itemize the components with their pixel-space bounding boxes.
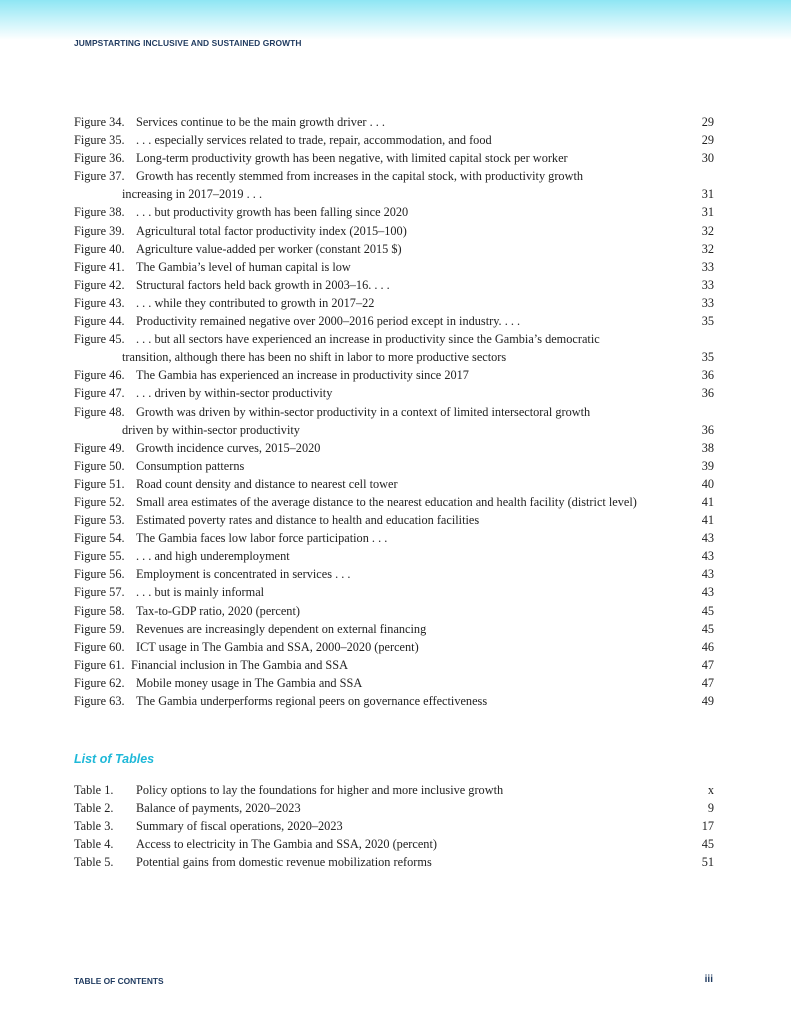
entry-label: Figure 54. [74, 531, 125, 546]
entry-label: Figure 59. [74, 621, 125, 636]
entry-label: Figure 41. [74, 259, 125, 274]
entry-title: Growth was driven by within-sector productivity in a context of limited intersectoral growth [136, 404, 591, 419]
entry-label: Figure 43. [74, 295, 125, 310]
figure-entry[interactable] [74, 312, 714, 330]
entry-title: Agriculture value-added per worker (constant 2015 $) [136, 241, 402, 256]
entry-label: Figure 38. [74, 205, 125, 220]
entry-title: Access to electricity in The Gambia and SSA, 2020 (percent) [136, 837, 437, 852]
entry-page-number: 45 [701, 621, 714, 636]
entry-page-number: 9 [707, 801, 714, 816]
table-entry[interactable] [74, 781, 714, 799]
entry-label: Figure 47. [74, 386, 125, 401]
figure-entry[interactable] [74, 113, 714, 131]
entry-label: Figure 56. [74, 567, 125, 582]
entry-title: Structural factors held back growth in 2003–16. . . . [136, 277, 390, 292]
entry-page-number: x [707, 783, 714, 797]
figure-entry[interactable] [74, 674, 714, 692]
entry-title-continued: increasing in 2017–2019 . . . [122, 187, 263, 202]
top-gradient-band [0, 0, 791, 40]
figure-entry[interactable] [74, 692, 714, 710]
entry-label: Figure 60. [74, 639, 125, 654]
entry-title: Balance of payments, 2020–2023 [136, 801, 301, 816]
entry-page-number: 29 [701, 115, 714, 129]
entry-label: Figure 34. [74, 115, 125, 129]
entry-label: Figure 53. [74, 513, 125, 528]
entry-page-number: 41 [701, 513, 714, 528]
entry-page-number: 30 [701, 151, 714, 166]
entry-title-continued: transition, although there has been no shift in labor to more productive sectors [122, 350, 507, 365]
entry-page-number: 31 [701, 205, 714, 220]
entry-title: Agricultural total factor productivity index (2015–100) [136, 223, 407, 238]
entry-title: Long-term productivity growth has been negative, with limited capital stock per worker [136, 151, 568, 166]
entry-page-number: 33 [701, 277, 714, 292]
entry-page-number: 47 [701, 675, 714, 690]
table-entry[interactable] [74, 853, 714, 871]
figure-entry[interactable] [74, 403, 714, 439]
figure-entry[interactable] [74, 203, 714, 221]
figure-entry[interactable] [74, 457, 714, 475]
entry-title: The Gambia has experienced an increase in productivity since 2017 [136, 368, 469, 383]
entry-page-number: 38 [701, 440, 714, 455]
figure-entry[interactable] [74, 384, 714, 402]
entry-page-number: 43 [701, 549, 714, 564]
figure-entry[interactable] [74, 131, 714, 149]
entry-title: . . . but all sectors have experienced an increase in productivity since the Gambia’s democratic [136, 332, 600, 347]
entry-page-number: 47 [701, 657, 714, 672]
figure-entry[interactable] [74, 222, 714, 240]
entry-label: Table 5. [74, 855, 114, 870]
figure-entry[interactable] [74, 638, 714, 656]
entry-page-number: 49 [701, 694, 714, 708]
entry-label: Figure 58. [74, 603, 125, 618]
entry-page-number: 40 [701, 476, 714, 491]
entry-title: Consumption patterns [136, 458, 245, 473]
entry-page-number: 35 [701, 314, 714, 329]
entry-title: Revenues are increasingly dependent on external financing [136, 621, 427, 636]
figure-entry[interactable] [74, 258, 714, 276]
entry-title: Road count density and distance to nearest cell tower [136, 476, 398, 491]
figure-entry[interactable] [74, 475, 714, 493]
entry-page-number: 43 [701, 567, 714, 582]
figure-entry[interactable] [74, 620, 714, 638]
entry-title: Mobile money usage in The Gambia and SSA [136, 675, 363, 690]
figure-entry[interactable] [74, 493, 714, 511]
figure-entry[interactable] [74, 547, 714, 565]
entry-label: Figure 44. [74, 314, 125, 329]
entry-title: Growth has recently stemmed from increases in the capital stock, with productivity growth [136, 169, 584, 184]
figure-entry[interactable] [74, 330, 714, 366]
figure-entry[interactable] [74, 276, 714, 294]
entry-page-number: 33 [701, 295, 714, 310]
running-head: JUMPSTARTING INCLUSIVE AND SUSTAINED GROWTH [74, 38, 302, 48]
figure-entry[interactable] [74, 511, 714, 529]
entry-title: . . . driven by within-sector productivity [136, 386, 333, 401]
entry-title: Policy options to lay the foundations for higher and more inclusive growth [136, 783, 504, 797]
entry-page-number: 45 [701, 603, 714, 618]
entry-label: Figure 63. [74, 694, 125, 708]
entry-title: Productivity remained negative over 2000–2016 period except in industry. . . . [136, 314, 521, 329]
entry-title: Financial inclusion in The Gambia and SSA [131, 657, 348, 672]
entry-label: Figure 39. [74, 223, 125, 238]
entry-page-number: 36 [701, 422, 714, 437]
entry-page-number: 39 [701, 458, 714, 473]
entry-label: Table 2. [74, 801, 114, 816]
entry-page-number: 51 [701, 855, 714, 870]
figure-entry[interactable] [74, 565, 714, 583]
entry-title: Growth incidence curves, 2015–2020 [136, 440, 321, 455]
entry-title-continued: driven by within-sector productivity [122, 422, 300, 437]
table-entry[interactable] [74, 817, 714, 835]
entry-label: Figure 40. [74, 241, 125, 256]
figure-entry[interactable] [74, 294, 714, 312]
entry-title: . . . but productivity growth has been falling since 2020 [136, 205, 409, 220]
figure-entry[interactable] [74, 167, 714, 203]
entry-page-number: 43 [701, 585, 714, 600]
entry-title: ICT usage in The Gambia and SSA, 2000–2020 (percent) [136, 639, 419, 654]
entry-title: . . . but is mainly informal [136, 585, 265, 600]
entry-label: Figure 49. [74, 440, 125, 455]
table-entry[interactable] [74, 799, 714, 817]
entry-page-number: 36 [701, 368, 714, 383]
entry-title: . . . and high underemployment [136, 549, 290, 564]
footer-section-label: TABLE OF CONTENTS [74, 976, 164, 986]
entry-page-number: 36 [701, 386, 714, 401]
entry-title: Employment is concentrated in services . . . [136, 567, 351, 582]
entry-label: Table 3. [74, 819, 114, 834]
entry-page-number: 41 [701, 494, 714, 509]
entry-title: Potential gains from domestic revenue mobilization reforms [136, 855, 432, 870]
entry-label: Figure 36. [74, 151, 125, 166]
entry-title: Small area estimates of the average distance to the nearest education and health facility (district level) [136, 494, 637, 509]
entry-label: Figure 45. [74, 332, 125, 347]
entry-page-number: 29 [701, 133, 714, 148]
entry-label: Figure 52. [74, 494, 125, 509]
list-of-figures [74, 113, 714, 710]
entry-page-number: 45 [701, 837, 714, 852]
entry-title: Estimated poverty rates and distance to health and education facilities [136, 513, 480, 528]
figure-entry[interactable] [74, 149, 714, 167]
entry-page-number: 32 [701, 241, 714, 256]
entry-label: Figure 48. [74, 404, 125, 419]
figure-entry[interactable] [74, 529, 714, 547]
entry-label: Figure 37. [74, 169, 125, 184]
entry-label: Figure 61. [74, 657, 125, 672]
entry-page-number: 33 [701, 259, 714, 274]
entry-title: Summary of fiscal operations, 2020–2023 [136, 819, 343, 834]
list-of-tables [74, 781, 714, 871]
figure-entry[interactable] [74, 602, 714, 620]
entry-label: Figure 55. [74, 549, 125, 564]
entry-page-number: 35 [701, 350, 714, 365]
figure-entry[interactable] [74, 240, 714, 258]
entry-page-number: 43 [701, 531, 714, 546]
entry-label: Figure 35. [74, 133, 125, 148]
list-of-tables-heading: List of Tables [74, 752, 155, 766]
entry-label: Figure 51. [74, 476, 125, 491]
entry-page-number: 46 [701, 639, 714, 654]
entry-title: The Gambia’s level of human capital is low [136, 259, 351, 274]
entry-title: . . . especially services related to trade, repair, accommodation, and food [136, 133, 492, 148]
entry-page-number: 17 [701, 819, 714, 834]
figure-entry[interactable] [74, 583, 714, 601]
figure-entry[interactable] [74, 366, 714, 384]
entry-title: Tax-to-GDP ratio, 2020 (percent) [136, 603, 300, 618]
figure-entry[interactable] [74, 656, 714, 674]
entry-page-number: 32 [701, 223, 714, 238]
entry-label: Figure 42. [74, 277, 125, 292]
entry-label: Figure 57. [74, 585, 125, 600]
entry-label: Figure 46. [74, 368, 125, 383]
entry-label: Figure 50. [74, 458, 125, 473]
footer-page-number: iii [704, 974, 713, 985]
entry-label: Figure 62. [74, 675, 125, 690]
entry-title: . . . while they contributed to growth in 2017–22 [136, 295, 375, 310]
entry-title: The Gambia underperforms regional peers on governance effectiveness [136, 694, 488, 708]
entry-label: Table 4. [74, 837, 114, 852]
entry-label: Table 1. [74, 783, 114, 797]
entry-page-number: 31 [701, 187, 714, 202]
entry-title: Services continue to be the main growth driver . . . [136, 115, 385, 129]
table-entry[interactable] [74, 835, 714, 853]
entry-title: The Gambia faces low labor force participation . . . [136, 531, 388, 546]
figure-entry[interactable] [74, 439, 714, 457]
